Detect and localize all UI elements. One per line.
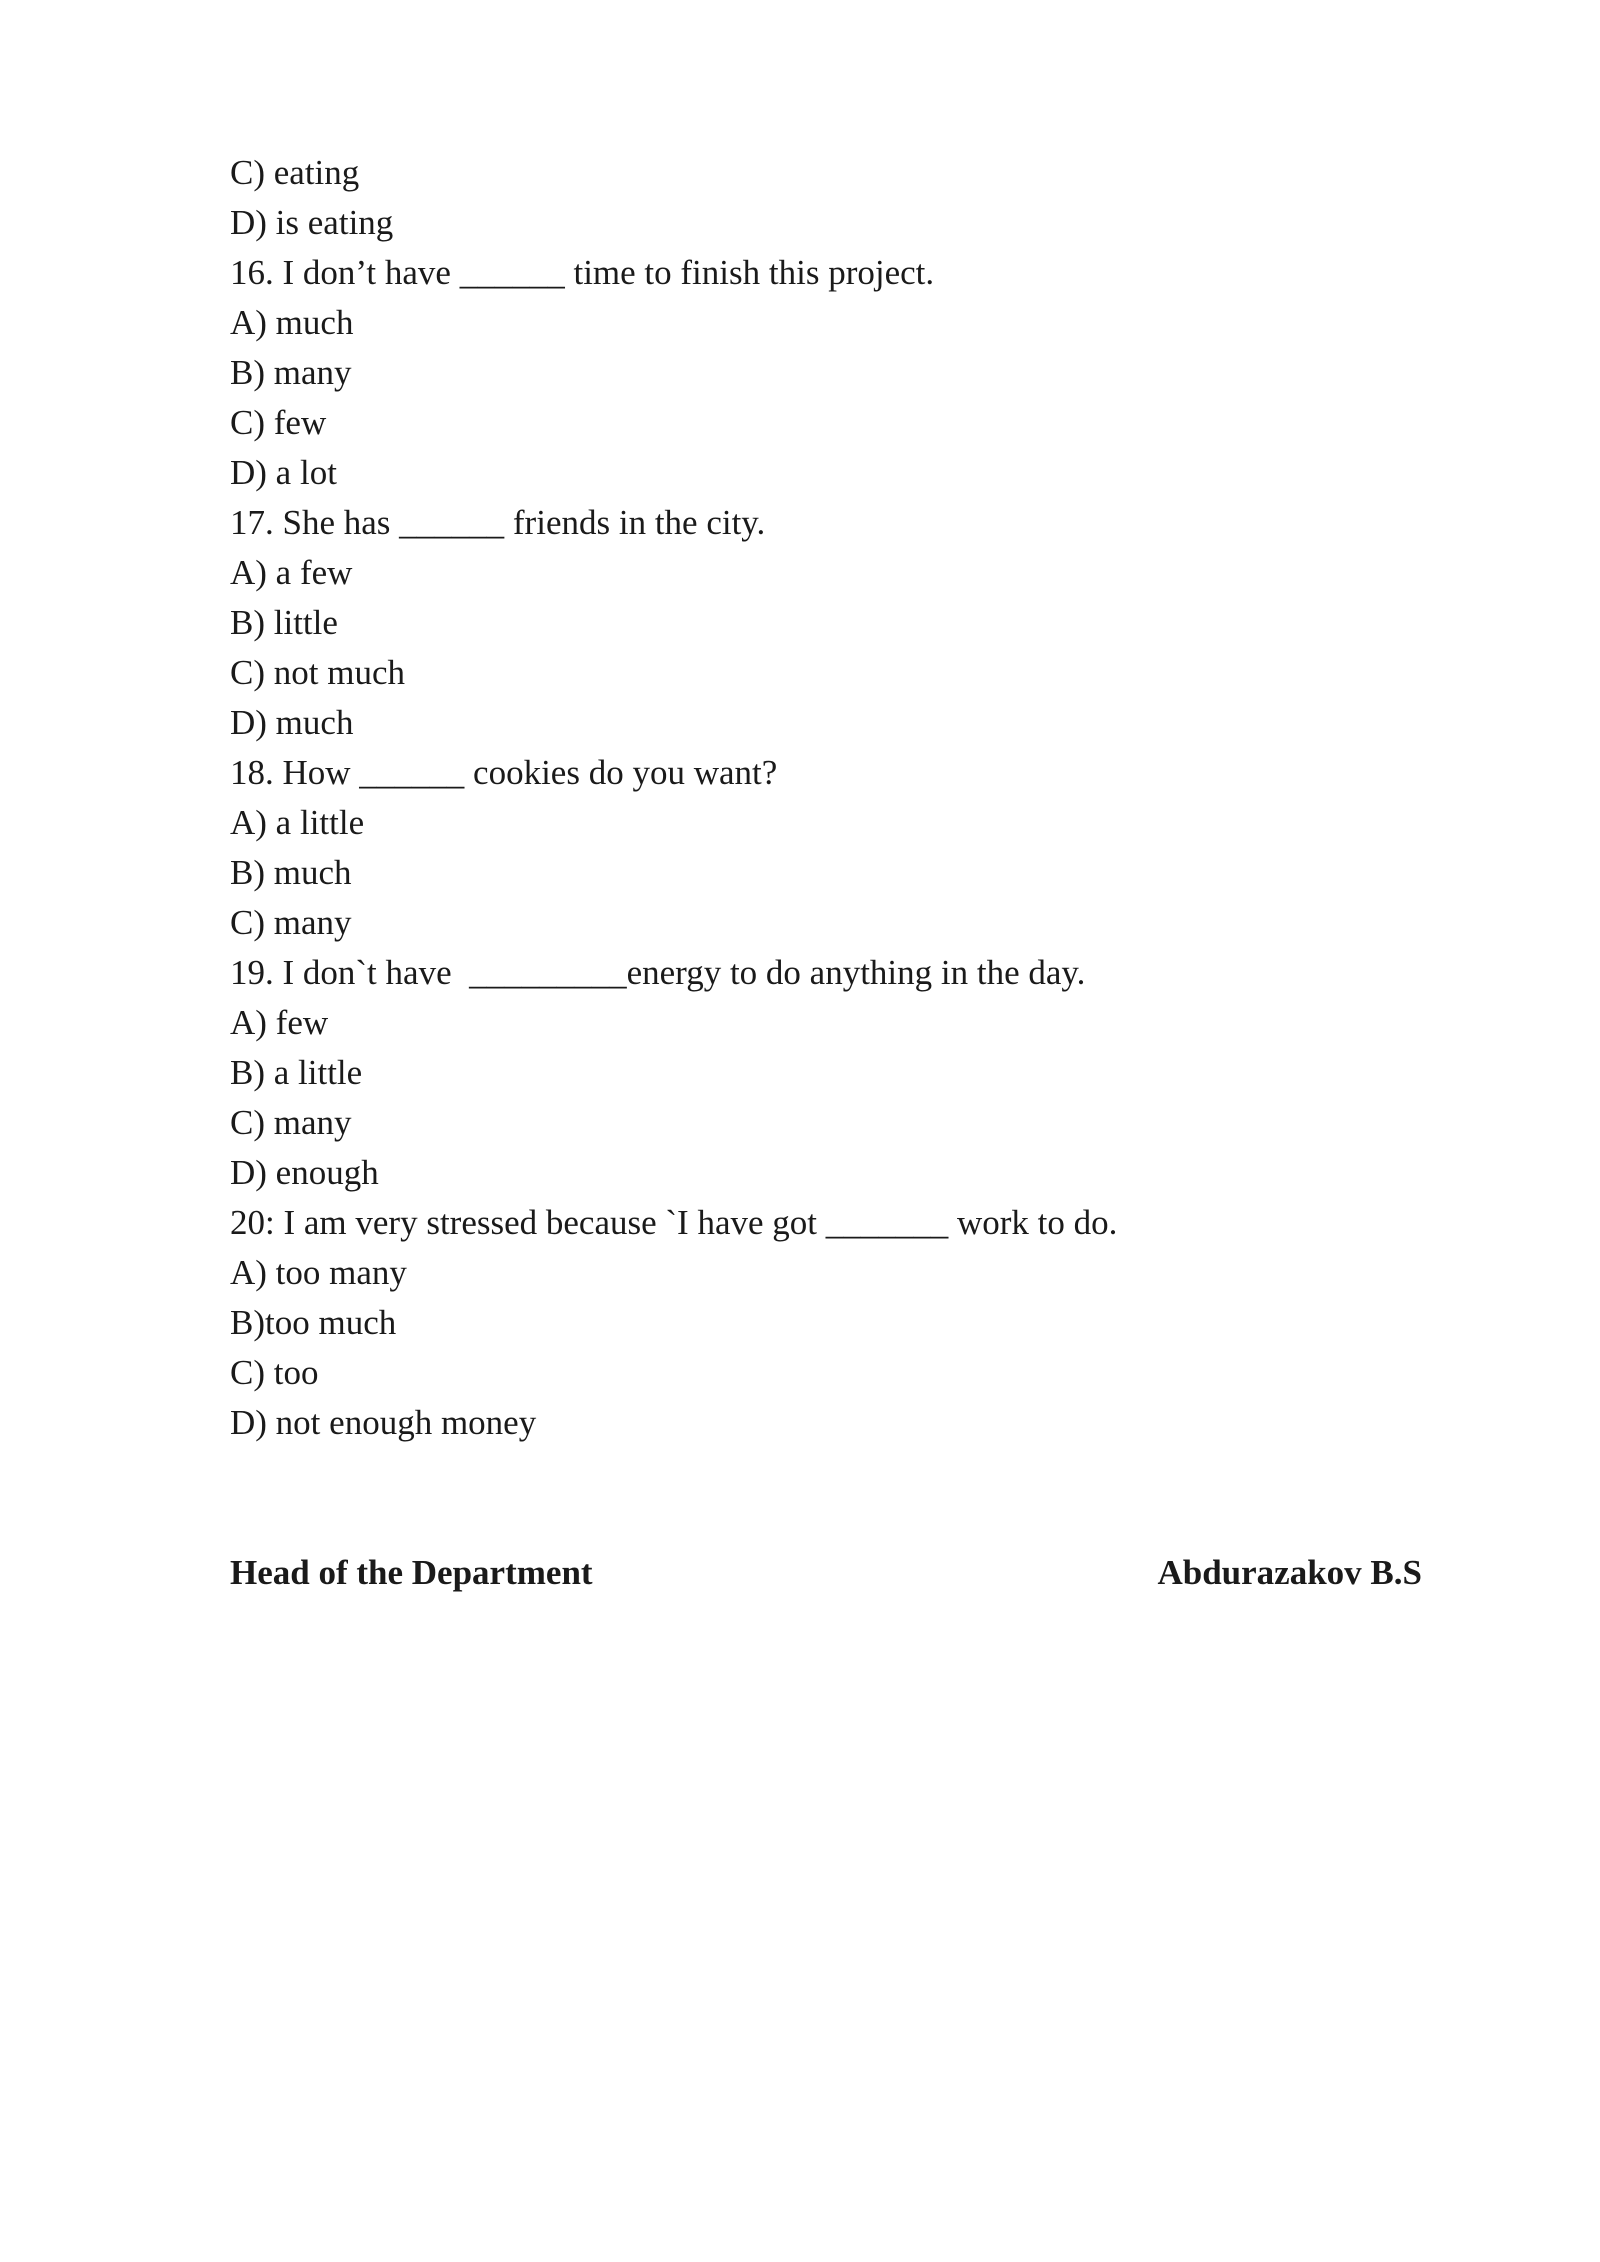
- document-body: [230, 148, 1430, 1448]
- department-head-title: Head of the Department: [230, 1553, 593, 1592]
- option-b: B) much: [230, 853, 352, 892]
- option-a: A) a few: [230, 553, 353, 592]
- signatory-name: Abdurazakov B.S: [1157, 1553, 1422, 1592]
- option-c: C) few: [230, 403, 327, 442]
- question-16: 16. I don’t have ______ time to finish this project.: [230, 253, 935, 292]
- signature-footer: [230, 1548, 1422, 1598]
- option-c: C) too: [230, 1353, 319, 1392]
- option-c-eating: C) eating: [230, 153, 360, 192]
- option-d-is-eating: D) is eating: [230, 203, 394, 242]
- question-17: 17. She has ______ friends in the city.: [230, 503, 766, 542]
- option-b: B) little: [230, 603, 338, 642]
- option-a: A) a little: [230, 803, 365, 842]
- option-a: A) too many: [230, 1253, 407, 1292]
- option-b: B) many: [230, 353, 352, 392]
- option-d: D) not enough money: [230, 1403, 537, 1442]
- option-a: A) much: [230, 303, 354, 342]
- option-d: D) a lot: [230, 453, 337, 492]
- option-c: C) not much: [230, 653, 405, 692]
- option-c: C) many: [230, 903, 352, 942]
- question-18: 18. How ______ cookies do you want?: [230, 753, 778, 792]
- option-a: A) few: [230, 1003, 329, 1042]
- question-20: 20: I am very stressed because `I have got _______ work to do.: [230, 1203, 1118, 1242]
- option-d: D) much: [230, 703, 354, 742]
- option-d: D) enough: [230, 1153, 379, 1192]
- option-b: B) a little: [230, 1053, 363, 1092]
- option-b: B)too much: [230, 1303, 397, 1342]
- option-c: C) many: [230, 1103, 352, 1142]
- question-19: 19. I don`t have _________energy to do anything in the day.: [230, 953, 1086, 992]
